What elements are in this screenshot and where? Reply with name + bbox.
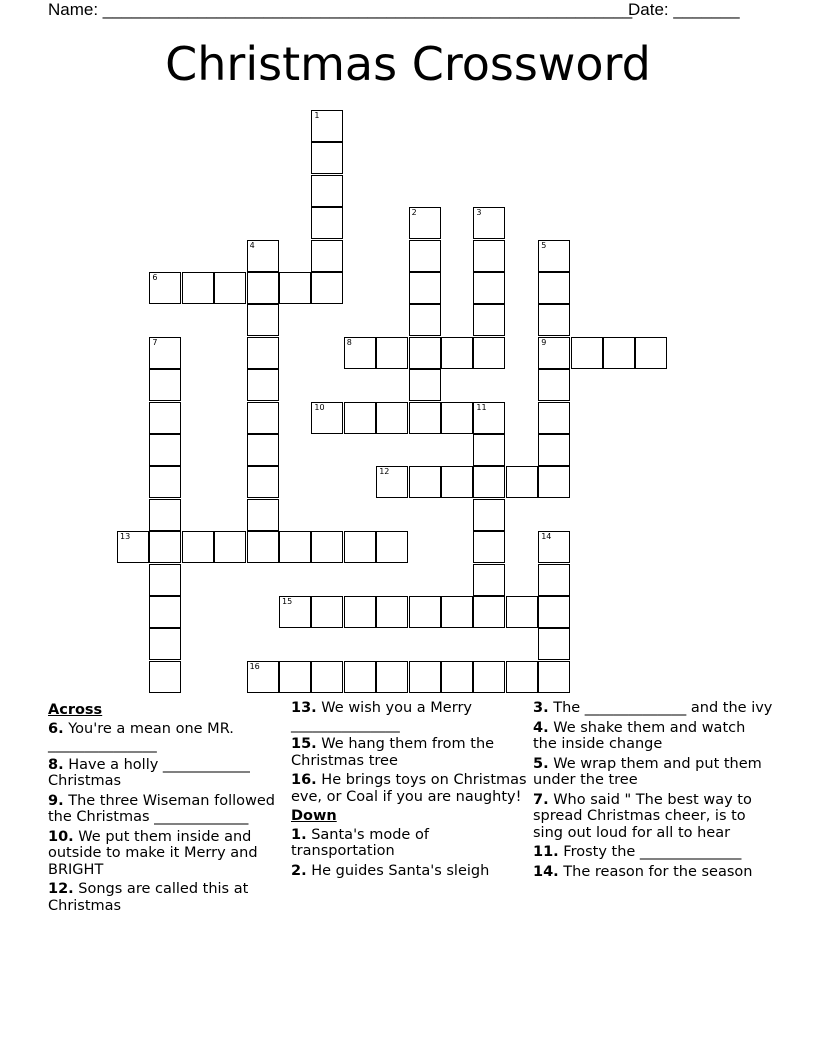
grid-cell[interactable]	[376, 596, 408, 628]
grid-cell[interactable]	[538, 337, 570, 369]
cell-number: 1	[314, 111, 320, 120]
grid-cell[interactable]	[506, 661, 538, 693]
grid-cell[interactable]	[538, 661, 570, 693]
grid-cell[interactable]	[149, 272, 181, 304]
cell-number: 14	[541, 532, 552, 542]
grid-cell[interactable]	[311, 175, 343, 207]
grid-cell[interactable]	[247, 661, 279, 693]
page-title: Christmas Crossword	[165, 37, 651, 91]
grid-cell[interactable]	[247, 337, 279, 369]
across-clue-6: 6. You're a mean one MR. _______________	[48, 720, 234, 753]
grid-cell[interactable]	[247, 402, 279, 434]
down-clue-1: 1. Santa's mode of transportation	[291, 826, 429, 859]
grid-cell[interactable]	[149, 434, 181, 466]
across-clue-8: 8. Have a holly ____________ Christmas	[48, 756, 250, 789]
grid-cell[interactable]	[149, 661, 181, 693]
grid-cell[interactable]	[441, 337, 473, 369]
down-clue-2: 2. He guides Santa's sleigh	[291, 862, 490, 879]
grid-cell[interactable]	[473, 596, 505, 628]
down-clue-4: 4. We shake them and watch the inside change	[533, 719, 746, 752]
grid-cell[interactable]	[344, 596, 376, 628]
grid-cell[interactable]	[635, 337, 667, 369]
grid-cell[interactable]	[473, 434, 505, 466]
grid-cell[interactable]	[247, 240, 279, 272]
grid-cell[interactable]	[182, 531, 214, 563]
grid-cell[interactable]	[473, 272, 505, 304]
grid-cell[interactable]	[247, 369, 279, 401]
grid-cell[interactable]	[603, 337, 635, 369]
grid-cell[interactable]	[247, 434, 279, 466]
grid-cell[interactable]	[344, 661, 376, 693]
cell-number: 10	[314, 402, 325, 412]
grid-cell[interactable]	[506, 596, 538, 628]
grid-cell[interactable]	[149, 466, 181, 498]
grid-cell[interactable]	[117, 531, 149, 563]
clue-column-3	[533, 700, 773, 883]
grid-cell[interactable]	[149, 402, 181, 434]
grid-cell[interactable]	[247, 531, 279, 563]
grid-cell[interactable]	[441, 466, 473, 498]
cell-number: 7	[152, 337, 158, 347]
grid-cell[interactable]	[311, 240, 343, 272]
grid-cell[interactable]	[473, 337, 505, 369]
down-clue-7: 7. Who said " The best way to spread Christmas cheer, is to sing out loud for all to hear	[533, 791, 752, 841]
grid-cell[interactable]	[473, 240, 505, 272]
across-clue-9: 9. The three Wiseman followed the Christmas _____________	[48, 792, 275, 825]
grid-cell[interactable]	[409, 369, 441, 401]
cell-number: 9	[541, 337, 547, 347]
grid-cell[interactable]	[311, 110, 343, 142]
grid-cell[interactable]	[344, 337, 376, 369]
cell-number: 4	[249, 240, 255, 250]
grid-cell[interactable]	[247, 499, 279, 531]
down-clue-5: 5. We wrap them and put them under the tree	[533, 755, 762, 788]
cell-number: 15	[282, 597, 293, 606]
down-clue-11: 11. Frosty the ______________	[533, 844, 742, 860]
grid-cell[interactable]	[538, 240, 570, 272]
grid-cell[interactable]	[409, 304, 441, 336]
grid-cell[interactable]	[538, 466, 570, 498]
grid-cell[interactable]	[473, 304, 505, 336]
cell-number: 6	[152, 273, 158, 282]
grid-cell[interactable]	[214, 272, 246, 304]
grid-cell[interactable]	[409, 207, 441, 239]
cell-number: 13	[120, 532, 131, 542]
grid-cell[interactable]	[311, 272, 343, 304]
name-field-label[interactable]: Name: ________________________________________________________	[48, 0, 633, 19]
grid-cell[interactable]	[182, 272, 214, 304]
grid-cell[interactable]	[376, 402, 408, 434]
grid-cell[interactable]	[473, 564, 505, 596]
cell-number: 2	[411, 208, 417, 218]
grid-cell[interactable]	[279, 531, 311, 563]
grid-cell[interactable]	[409, 337, 441, 369]
grid-cell[interactable]	[473, 402, 505, 434]
grid-cell[interactable]	[311, 596, 343, 628]
grid-cell[interactable]	[538, 531, 570, 563]
cell-number: 11	[476, 402, 487, 412]
grid-cell[interactable]	[538, 434, 570, 466]
cell-number: 5	[541, 240, 547, 250]
grid-cell[interactable]	[409, 661, 441, 693]
grid-cell[interactable]	[376, 531, 408, 563]
grid-cell[interactable]	[441, 402, 473, 434]
grid-cell[interactable]	[538, 596, 570, 628]
grid-cell[interactable]	[473, 207, 505, 239]
grid-cell[interactable]	[311, 661, 343, 693]
grid-cell[interactable]	[441, 596, 473, 628]
crossword-grid	[117, 110, 669, 694]
grid-cell[interactable]	[376, 337, 408, 369]
grid-cell[interactable]	[409, 596, 441, 628]
cell-number: 12	[379, 467, 390, 477]
grid-cell[interactable]	[571, 337, 603, 369]
grid-cell[interactable]	[311, 531, 343, 563]
grid-cell[interactable]	[279, 596, 311, 628]
grid-cell[interactable]	[506, 466, 538, 498]
grid-cell[interactable]	[214, 531, 246, 563]
grid-cell[interactable]	[409, 272, 441, 304]
grid-cell[interactable]	[311, 402, 343, 434]
grid-cell[interactable]	[247, 272, 279, 304]
across-clue-13: 13. We wish you a Merry _______________	[291, 700, 472, 733]
clue-column-1	[48, 700, 288, 917]
grid-cell[interactable]	[538, 628, 570, 660]
grid-cell[interactable]	[149, 337, 181, 369]
cell-number: 3	[476, 208, 482, 218]
grid-cell[interactable]	[149, 499, 181, 531]
grid-cell[interactable]	[538, 272, 570, 304]
grid-cell[interactable]	[149, 596, 181, 628]
grid-cell[interactable]	[376, 661, 408, 693]
grid-cell[interactable]	[149, 628, 181, 660]
grid-cell[interactable]	[344, 402, 376, 434]
across-heading: Across	[48, 702, 103, 718]
grid-cell[interactable]	[473, 531, 505, 563]
header	[48, 0, 748, 22]
grid-cell[interactable]	[538, 369, 570, 401]
across-clue-10: 10. We put them inside and outside to make it Merry and BRIGHT	[48, 828, 258, 878]
grid-cell[interactable]	[441, 661, 473, 693]
grid-cell[interactable]	[409, 466, 441, 498]
grid-cell[interactable]	[311, 142, 343, 174]
across-clue-12: 12. Songs are called this at Christmas	[48, 881, 249, 914]
date-field-label[interactable]: Date: _______	[628, 0, 740, 19]
grid-cell[interactable]	[149, 564, 181, 596]
across-clue-15: 15. We hang them from the Christmas tree	[291, 736, 495, 769]
grid-cell[interactable]	[149, 369, 181, 401]
grid-cell[interactable]	[473, 661, 505, 693]
grid-cell[interactable]	[538, 402, 570, 434]
grid-cell[interactable]	[279, 272, 311, 304]
grid-cell[interactable]	[279, 661, 311, 693]
grid-cell[interactable]	[344, 531, 376, 563]
across-clue-16: 16. He brings toys on Christmas eve, or Coal if you are naughty!	[291, 772, 527, 805]
cell-number: 8	[346, 337, 352, 347]
clue-column-2	[291, 700, 531, 882]
grid-cell[interactable]	[473, 466, 505, 498]
down-heading: Down	[291, 808, 337, 824]
grid-cell[interactable]	[473, 499, 505, 531]
grid-cell[interactable]	[311, 207, 343, 239]
grid-cell[interactable]	[247, 304, 279, 336]
down-clue-14: 14. The reason for the season	[533, 863, 753, 880]
cell-number: 16	[249, 661, 260, 671]
grid-cell[interactable]	[538, 564, 570, 596]
down-clue-3: 3. The ______________ and the ivy	[533, 700, 773, 716]
grid-cell[interactable]	[149, 531, 181, 563]
grid-cell[interactable]	[409, 402, 441, 434]
grid-cell[interactable]	[376, 466, 408, 498]
grid-cell[interactable]	[538, 304, 570, 336]
grid-cell[interactable]	[247, 466, 279, 498]
grid-cell[interactable]	[409, 240, 441, 272]
